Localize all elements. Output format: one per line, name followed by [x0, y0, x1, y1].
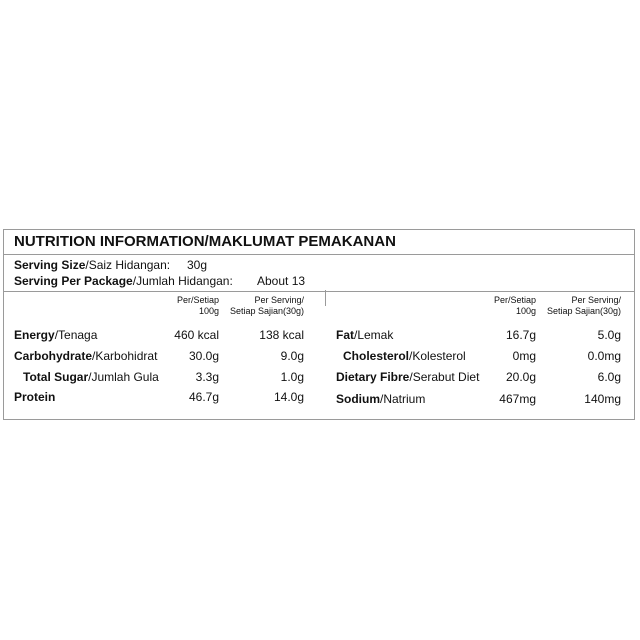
- energy-per100: 460 kcal: [174, 328, 219, 342]
- nutrient-name-en: Dietary Fibre: [336, 370, 410, 384]
- nutrient-row-dietary-fibre: [336, 370, 479, 384]
- cholesterol-per100: 0mg: [512, 349, 536, 363]
- servings-per-package-label-ms: /Jumlah Hidangan:: [132, 274, 233, 288]
- fat-per100: 16.7g: [505, 328, 536, 342]
- fat-perserving: 5.0g: [597, 328, 621, 342]
- right-header-per100-line2: 100g: [515, 306, 536, 316]
- nutrient-row-fat: [336, 328, 393, 342]
- servings-per-package-label-en: Serving Per Package: [14, 274, 133, 288]
- left-header-perserving-line1: Per Serving/: [254, 295, 304, 305]
- nutrient-name-en: Energy: [14, 328, 55, 342]
- serving-size-label-en: Serving Size: [14, 258, 86, 272]
- label-title: NUTRITION INFORMATION/MAKLUMAT PEMAKANAN: [14, 233, 396, 250]
- nutrient-row-cholesterol: [343, 349, 466, 363]
- left-header-perserving: [230, 295, 304, 317]
- serving-size-line: [14, 258, 170, 272]
- protein-perserving: 14.0g: [273, 390, 304, 404]
- nutrient-name-ms: /Kolesterol: [409, 349, 466, 363]
- header-divider: [4, 291, 634, 292]
- nutrient-name-en: Protein: [14, 390, 56, 404]
- cholesterol-perserving: 0.0mg: [587, 349, 621, 363]
- carbohydrate-perserving: 9.0g: [280, 349, 304, 363]
- title-divider: [4, 254, 634, 255]
- nutrient-name-en: Total Sugar: [23, 370, 89, 384]
- left-header-per100-line2: 100g: [198, 306, 219, 316]
- nutrient-name-ms: /Jumlah Gula: [88, 370, 159, 384]
- column-separator: [325, 290, 326, 306]
- protein-per100: 46.7g: [188, 390, 219, 404]
- left-header-per100-line1: Per/Setiap: [176, 295, 219, 305]
- left-header-perserving-line2: Setiap Sajian(30g): [229, 306, 304, 316]
- nutrient-name-ms: /Serabut Diet: [409, 370, 480, 384]
- carbohydrate-per100: 30.0g: [188, 349, 219, 363]
- right-header-perserving: [547, 295, 621, 317]
- nutrient-row-total-sugar: [23, 370, 159, 384]
- nutrient-name-en: Fat: [336, 328, 354, 342]
- nutrient-name-en: Carbohydrate: [14, 349, 93, 363]
- nutrient-name-en: Sodium: [336, 392, 380, 406]
- serving-size-label-ms: /Saiz Hidangan:: [85, 258, 171, 272]
- nutrient-row-protein: [14, 390, 55, 404]
- right-header-perserving-line2: Setiap Sajian(30g): [546, 306, 621, 316]
- nutrient-name-ms: /Karbohidrat: [92, 349, 158, 363]
- right-header-perserving-line1: Per Serving/: [571, 295, 621, 305]
- sodium-per100: 467mg: [499, 392, 536, 406]
- nutrient-name-ms: /Natrium: [380, 392, 426, 406]
- nutrient-row-sodium: [336, 392, 425, 406]
- servings-per-package-line: [14, 274, 233, 288]
- serving-size-value: 30g: [187, 258, 208, 272]
- nutrient-row-carbohydrate: [14, 349, 157, 363]
- total-sugar-per100: 3.3g: [195, 370, 219, 384]
- right-header-per100: [494, 295, 536, 317]
- sodium-perserving: 140mg: [584, 392, 621, 406]
- energy-perserving: 138 kcal: [259, 328, 304, 342]
- dietary-fibre-perserving: 6.0g: [597, 370, 621, 384]
- servings-per-package-value: About 13: [257, 274, 306, 288]
- nutrient-row-energy: [14, 328, 97, 342]
- left-header-per100: [177, 295, 219, 317]
- dietary-fibre-per100: 20.0g: [505, 370, 536, 384]
- nutrient-name-en: Cholesterol: [343, 349, 410, 363]
- right-header-per100-line1: Per/Setiap: [493, 295, 536, 305]
- nutrient-name-ms: /Lemak: [354, 328, 394, 342]
- total-sugar-perserving: 1.0g: [280, 370, 304, 384]
- nutrition-label: [3, 229, 635, 420]
- nutrient-name-ms: /Tenaga: [54, 328, 98, 342]
